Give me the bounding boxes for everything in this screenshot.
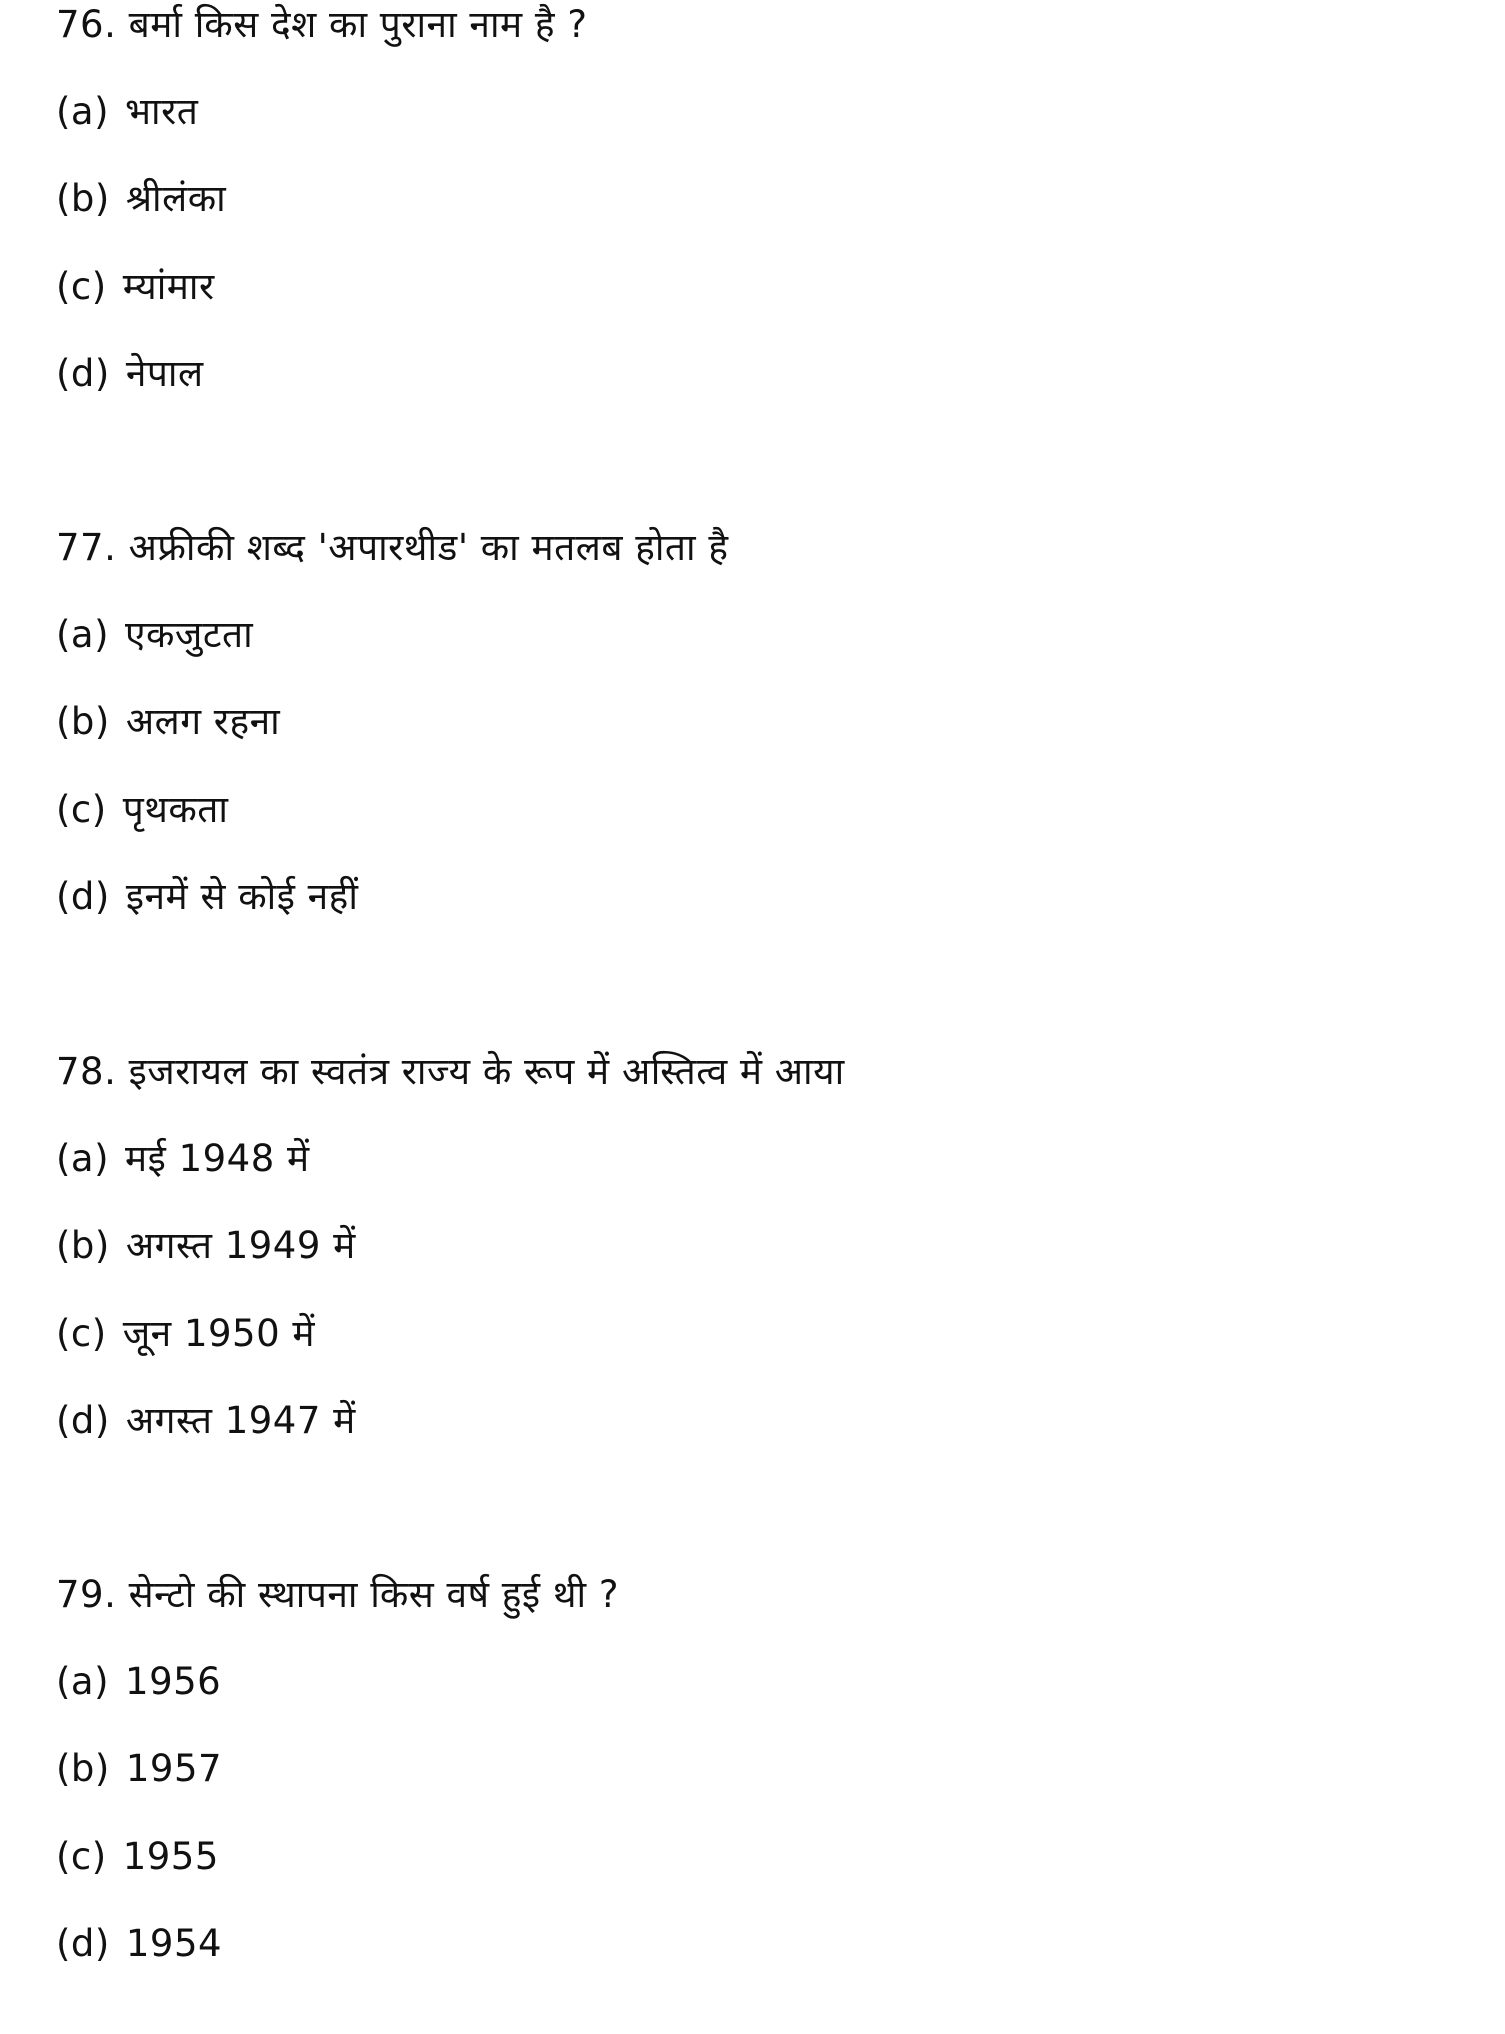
option-key: (b) <box>56 1747 110 1790</box>
option-text: नेपाल <box>125 352 204 395</box>
option-d <box>56 1396 356 1446</box>
question-text: 76. बर्मा किस देश का पुराना नाम है ? <box>56 3 588 46</box>
option-key: (a) <box>56 1137 110 1180</box>
option-b <box>56 1744 222 1794</box>
option-text: 1957 <box>125 1747 223 1790</box>
option-text: अलग रहना <box>125 700 281 743</box>
option-text: 1954 <box>125 1922 223 1965</box>
option-key: (c) <box>56 265 107 308</box>
option-c <box>56 262 215 312</box>
option-d <box>56 349 204 399</box>
option-key: (c) <box>56 788 107 831</box>
option-key: (b) <box>56 1224 110 1267</box>
option-a <box>56 610 253 660</box>
option-text: इनमें से कोई नहीं <box>125 875 359 918</box>
option-text: पृथकता <box>122 788 229 831</box>
option-c <box>56 785 228 835</box>
option-text: मई 1948 में <box>125 1137 310 1180</box>
question-text: 78. इजरायल का स्वतंत्र राज्य के रूप में अस्तित्व में आया <box>56 1050 845 1093</box>
question-text: 79. सेन्टो की स्थापना किस वर्ष हुई थी ? <box>56 1573 619 1616</box>
option-text: जून 1950 में <box>122 1312 316 1355</box>
option-key: (b) <box>56 700 110 743</box>
question-text: 77. अफ्रीकी शब्द 'अपारथीड' का मतलब होता है <box>56 526 729 569</box>
option-key: (d) <box>56 352 110 395</box>
option-key: (a) <box>56 613 110 656</box>
option-key: (c) <box>56 1835 107 1878</box>
option-key: (c) <box>56 1312 107 1355</box>
option-text: 1955 <box>122 1835 219 1878</box>
option-b <box>56 697 280 747</box>
option-b <box>56 174 226 224</box>
option-a <box>56 87 198 137</box>
option-text: म्यांमार <box>122 265 215 308</box>
option-d <box>56 872 358 922</box>
option-key: (a) <box>56 1660 110 1703</box>
option-c <box>56 1309 315 1359</box>
option-text: एकजुटता <box>125 613 254 656</box>
option-c <box>56 1832 219 1882</box>
option-key: (d) <box>56 1922 110 1965</box>
option-text: भारत <box>125 90 199 133</box>
option-a <box>56 1134 310 1184</box>
option-a <box>56 1657 221 1707</box>
option-key: (a) <box>56 90 110 133</box>
option-key: (d) <box>56 1399 110 1442</box>
option-key: (d) <box>56 875 110 918</box>
option-text: अगस्त 1949 में <box>125 1224 356 1267</box>
option-key: (b) <box>56 177 110 220</box>
option-b <box>56 1221 356 1271</box>
option-text: श्रीलंका <box>125 177 227 220</box>
option-d <box>56 1919 222 1969</box>
option-text: 1956 <box>125 1660 222 1703</box>
option-text: अगस्त 1947 में <box>125 1399 356 1442</box>
